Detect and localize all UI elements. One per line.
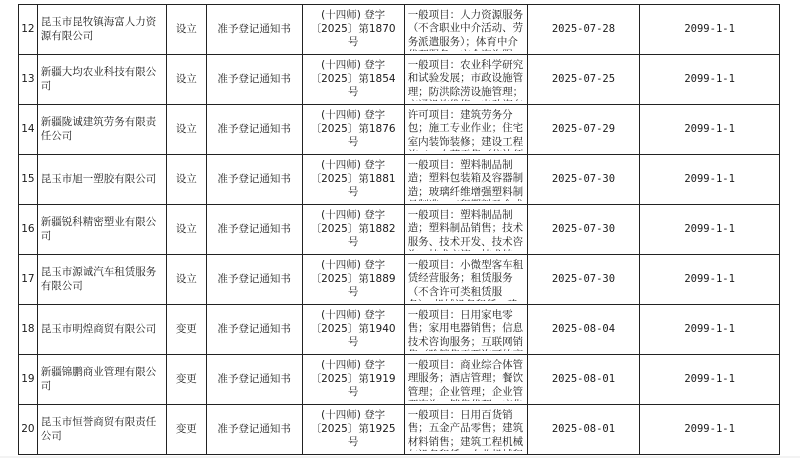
decision-date: 2025-08-01 [551, 422, 616, 435]
decision-date-cell [527, 55, 640, 105]
row-number-cell [19, 305, 38, 355]
table-row [19, 205, 780, 255]
decision-date-cell [527, 405, 640, 455]
row-number: 17 [21, 272, 35, 285]
registration-type: 设立 [175, 122, 197, 135]
registration-type-cell [167, 5, 207, 55]
document-type-cell [206, 55, 302, 105]
row-number: 20 [21, 422, 35, 435]
decision-date: 2025-07-30 [551, 172, 616, 185]
registration-type: 变更 [175, 372, 197, 385]
business-scope: 一般项目：商业综合体管理服务；酒店管理；餐饮管理；企业管理；企业管 [407, 358, 524, 398]
document-type: 准予登记通知书 [217, 322, 291, 335]
decision-date: 2025-07-30 [551, 272, 616, 285]
validity-date-cell [640, 405, 780, 455]
registration-type-cell [167, 55, 207, 105]
document-number: (十四师) 登字〔2025〕第1881号 [310, 159, 396, 199]
decision-date: 2025-07-28 [551, 22, 616, 35]
decision-date: 2025-07-25 [551, 72, 616, 85]
validity-date-cell [640, 105, 780, 155]
decision-date-cell [527, 305, 640, 355]
row-number-cell [19, 5, 38, 55]
document-type: 准予登记通知书 [217, 22, 291, 35]
company-name: 新疆陇诚建筑劳务有限责任公司 [40, 116, 157, 142]
registration-type-cell [167, 105, 207, 155]
table-row [19, 105, 780, 155]
business-scope: 一般项目：日用家电零售；家用电器销售；信息技术咨询服务；互联网销 [407, 308, 524, 348]
registration-type: 设立 [175, 222, 197, 235]
registration-type-cell [167, 355, 207, 405]
business-scope: 一般项目：日用百货销售；五金产品零售；建筑材料销售；建筑工程机械 [407, 408, 524, 448]
decision-date: 2025-08-01 [551, 372, 616, 385]
company-name: 昆玉市昆牧镇海富人力资源有限公司 [40, 16, 157, 42]
business-scope-cell [404, 155, 527, 205]
row-number: 12 [21, 22, 35, 35]
validity-date: 2099-1-1 [684, 272, 735, 285]
document-number: (十四师) 登字〔2025〕第1882号 [310, 209, 396, 249]
validity-date-cell [640, 305, 780, 355]
table-row [19, 405, 780, 455]
business-scope: 一般项目：塑料制品制造；塑料制品销售；技术服务、技术开发、技术咨 [407, 208, 524, 248]
validity-date-cell [640, 5, 780, 55]
company-name: 昆玉市明煌商贸有限公司 [40, 322, 157, 335]
document-number-cell [302, 355, 404, 405]
document-number-cell [302, 405, 404, 455]
validity-date-cell [640, 55, 780, 105]
registration-type: 设立 [175, 172, 197, 185]
registration-type: 变更 [175, 322, 197, 335]
table-row [19, 155, 780, 205]
company-name-cell [37, 405, 166, 455]
document-number: (十四师) 登字〔2025〕第1889号 [310, 259, 396, 299]
business-scope: 一般项目：小微型客车租赁经营服务；租赁服务（不含许可类租赁服 [407, 258, 524, 298]
decision-date-cell [527, 5, 640, 55]
document-number-cell [302, 305, 404, 355]
registration-type-cell [167, 255, 207, 305]
business-scope-cell [404, 5, 527, 55]
document-number: (十四师) 登字〔2025〕第1876号 [310, 109, 396, 149]
document-type: 准予登记通知书 [217, 372, 291, 385]
document-type: 准予登记通知书 [217, 422, 291, 435]
registration-table [18, 4, 780, 455]
business-scope-cell [404, 205, 527, 255]
validity-date-cell [640, 255, 780, 305]
business-scope: 许可项目：建筑劳务分包；施工专业作业；住宅室内装饰装修；建设工程 [407, 108, 524, 148]
document-number-cell [302, 55, 404, 105]
row-number-cell [19, 105, 38, 155]
company-name-cell [37, 105, 166, 155]
decision-date-cell [527, 105, 640, 155]
business-scope-cell [404, 355, 527, 405]
registration-type-cell [167, 305, 207, 355]
company-name: 昆玉市源诚汽车租赁服务有限公司 [40, 266, 157, 292]
company-name-cell [37, 55, 166, 105]
business-scope-cell [404, 105, 527, 155]
business-scope-cell [404, 55, 527, 105]
document-number-cell [302, 5, 404, 55]
validity-date: 2099-1-1 [684, 72, 735, 85]
row-number-cell [19, 355, 38, 405]
document-number: (十四师) 登字〔2025〕第1854号 [310, 59, 396, 99]
company-name-cell [37, 355, 166, 405]
validity-date: 2099-1-1 [684, 422, 735, 435]
table-row [19, 255, 780, 305]
row-number: 16 [21, 222, 35, 235]
registration-type: 设立 [175, 272, 197, 285]
document-type-cell [206, 305, 302, 355]
document-number: (十四师) 登字〔2025〕第1870号 [310, 9, 396, 49]
company-name: 昆玉市旭一塑胶有限公司 [40, 172, 157, 185]
business-scope-cell [404, 405, 527, 455]
row-number: 14 [21, 122, 35, 135]
validity-date: 2099-1-1 [684, 322, 735, 335]
registration-type: 设立 [175, 22, 197, 35]
row-number: 15 [21, 172, 35, 185]
document-number: (十四师) 登字〔2025〕第1925号 [310, 409, 396, 449]
company-name-cell [37, 255, 166, 305]
company-name-cell [37, 155, 166, 205]
decision-date: 2025-07-30 [551, 222, 616, 235]
row-number-cell [19, 155, 38, 205]
document-type: 准予登记通知书 [217, 72, 291, 85]
document-type-cell [206, 5, 302, 55]
document-number-cell [302, 255, 404, 305]
table-row [19, 5, 780, 55]
validity-date-cell [640, 155, 780, 205]
row-number-cell [19, 55, 38, 105]
decision-date-cell [527, 355, 640, 405]
document-type-cell [206, 155, 302, 205]
validity-date-cell [640, 355, 780, 405]
registration-type: 变更 [175, 422, 197, 435]
document-number-cell [302, 105, 404, 155]
document-type: 准予登记通知书 [217, 172, 291, 185]
row-number: 19 [21, 372, 35, 385]
decision-date-cell [527, 155, 640, 205]
business-scope: 一般项目：农业科学研究和试验发展；市政设施管理；防洪除涝设施管理； [407, 58, 524, 98]
business-scope: 一般项目：人力资源服务（不含职业中介活动、劳务派遣服务）；体育中介 [407, 8, 524, 48]
document-type-cell [206, 105, 302, 155]
company-name-cell [37, 5, 166, 55]
document-type-cell [206, 205, 302, 255]
row-number-cell [19, 255, 38, 305]
validity-date: 2099-1-1 [684, 172, 735, 185]
company-name-cell [37, 305, 166, 355]
registration-type-cell [167, 405, 207, 455]
document-type: 准予登记通知书 [217, 272, 291, 285]
validity-date: 2099-1-1 [684, 122, 735, 135]
business-scope-cell [404, 255, 527, 305]
document-type-cell [206, 355, 302, 405]
decision-date-cell [527, 205, 640, 255]
company-name: 昆玉市恒誉商贸有限责任公司 [40, 416, 157, 442]
document-type: 准予登记通知书 [217, 222, 291, 235]
validity-date: 2099-1-1 [684, 372, 735, 385]
document-number: (十四师) 登字〔2025〕第1940号 [310, 309, 396, 349]
row-number-cell [19, 205, 38, 255]
registration-type-cell [167, 205, 207, 255]
document-type-cell [206, 405, 302, 455]
document-number-cell [302, 155, 404, 205]
company-name: 新疆大均农业科技有限公司 [40, 66, 157, 92]
row-number: 13 [21, 72, 35, 85]
business-scope: 一般项目：塑料制品制造；塑料包装箱及容器制造；玻璃纤维增强塑料制 [407, 158, 524, 198]
row-number-cell [19, 405, 38, 455]
document-type: 准予登记通知书 [217, 122, 291, 135]
row-number: 18 [21, 322, 35, 335]
document-number: (十四师) 登字〔2025〕第1919号 [310, 359, 396, 399]
table-row [19, 355, 780, 405]
validity-date: 2099-1-1 [684, 22, 735, 35]
table-row [19, 305, 780, 355]
validity-date-cell [640, 205, 780, 255]
decision-date-cell [527, 255, 640, 305]
company-name-cell [37, 205, 166, 255]
business-scope-cell [404, 305, 527, 355]
document-number-cell [302, 205, 404, 255]
table-body [19, 5, 780, 455]
document-type-cell [206, 255, 302, 305]
company-name: 新疆锐科精密塑业有限公司 [40, 216, 157, 242]
company-name: 新疆锦鹏商业管理有限公司 [40, 366, 157, 392]
decision-date: 2025-08-04 [551, 322, 616, 335]
registration-type: 设立 [175, 72, 197, 85]
registration-type-cell [167, 155, 207, 205]
table-row [19, 55, 780, 105]
validity-date: 2099-1-1 [684, 222, 735, 235]
decision-date: 2025-07-29 [551, 122, 616, 135]
